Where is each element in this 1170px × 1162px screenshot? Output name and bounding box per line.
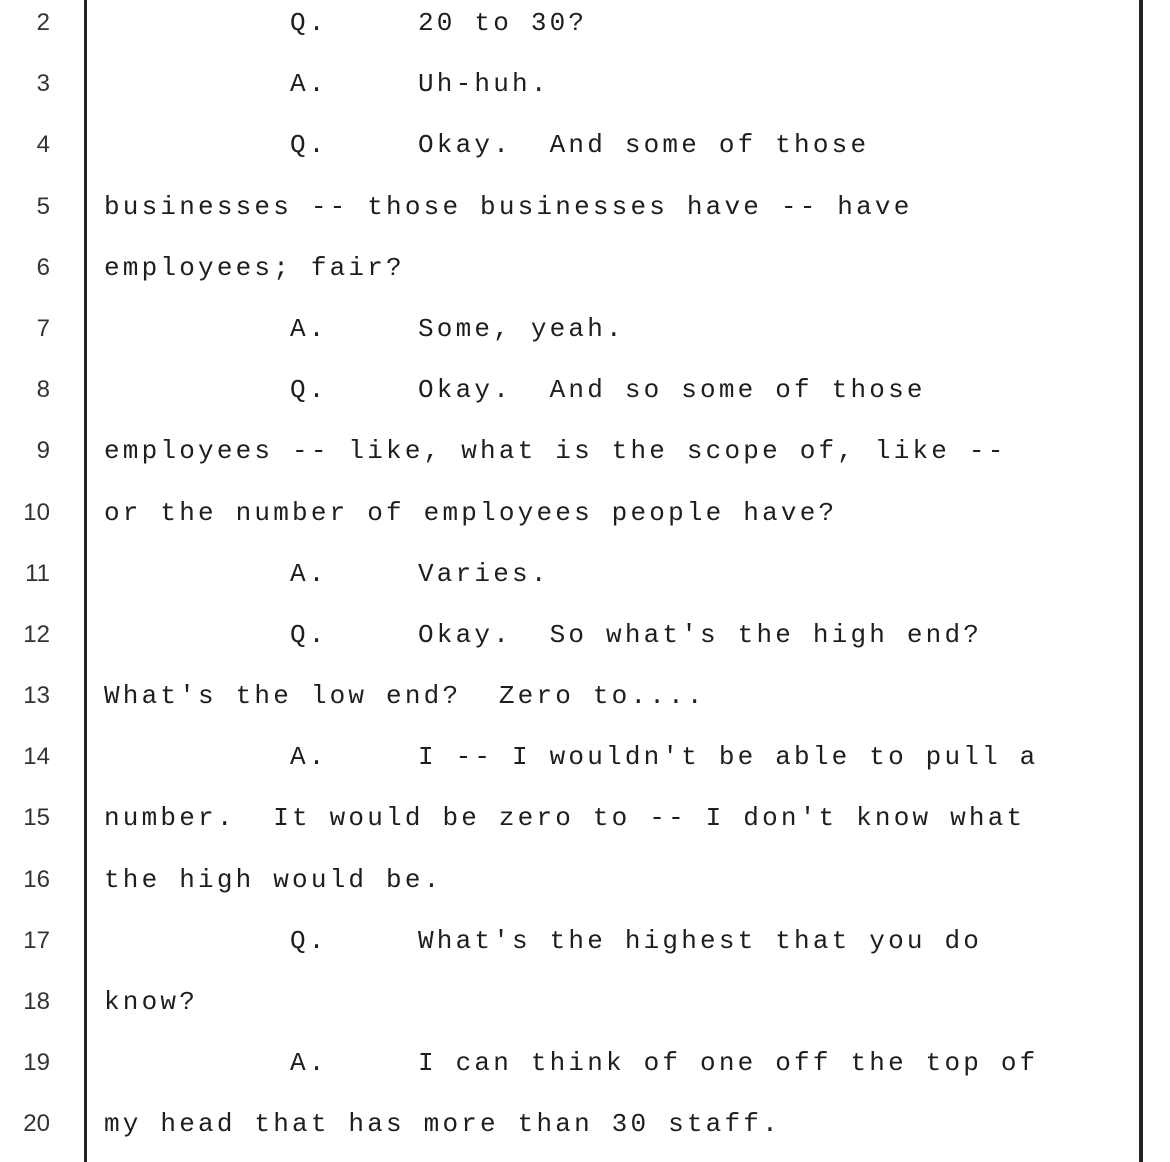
transcript-line — [0, 361, 1170, 422]
line-text — [290, 69, 550, 99]
line-number: 11 — [25, 559, 50, 587]
speaker-label: Q. — [290, 375, 328, 406]
line-text — [104, 1109, 781, 1139]
testimony-text: Okay. And some of those — [418, 130, 870, 161]
line-text — [290, 620, 982, 650]
line-number: 4 — [36, 131, 50, 159]
line-number: 15 — [23, 804, 50, 832]
testimony-text: Okay. So what's the high end? — [418, 619, 983, 650]
transcript-line — [0, 667, 1170, 728]
line-text — [290, 8, 587, 38]
testimony-text: my head that has more than 30 staff. — [104, 1109, 781, 1140]
line-text — [290, 559, 550, 589]
speaker-label: Q. — [290, 619, 328, 650]
line-number: 5 — [36, 192, 50, 220]
testimony-text: the high would be. — [104, 864, 443, 895]
line-text — [290, 130, 869, 160]
transcript-line — [0, 545, 1170, 606]
testimony-text: Varies. — [418, 558, 550, 589]
line-number: 20 — [23, 1110, 50, 1138]
line-text — [104, 681, 706, 711]
speaker-label: A. — [290, 69, 328, 100]
testimony-text: employees; fair? — [104, 252, 405, 283]
transcript-line — [0, 851, 1170, 912]
speaker-label: A. — [290, 742, 328, 773]
speaker-label: Q. — [290, 130, 328, 161]
transcript-line — [0, 1095, 1170, 1156]
transcript-line — [0, 1034, 1170, 1095]
line-number: 7 — [36, 314, 50, 342]
transcript-line — [0, 912, 1170, 973]
transcript-line — [0, 178, 1170, 239]
line-text — [104, 253, 405, 283]
line-text — [104, 498, 837, 528]
transcript-line — [0, 422, 1170, 483]
line-number: 3 — [36, 70, 50, 98]
line-number: 18 — [23, 988, 50, 1015]
line-text — [104, 192, 913, 222]
line-number: 9 — [36, 437, 50, 465]
line-number: 13 — [23, 682, 50, 710]
speaker-label: A. — [290, 558, 328, 589]
line-number: 12 — [23, 620, 50, 648]
testimony-text: employees -- like, what is the scope of, like -- — [104, 436, 1007, 467]
speaker-label: A. — [290, 1048, 328, 1079]
line-text — [290, 375, 926, 405]
line-text — [104, 987, 198, 1017]
testimony-text: What's the low end? Zero to.... — [104, 681, 706, 712]
line-number: 2 — [36, 9, 50, 36]
line-text — [290, 314, 625, 344]
line-number: 10 — [23, 498, 50, 526]
line-number: 17 — [23, 926, 50, 954]
testimony-text: I -- I wouldn't be able to pull a — [418, 742, 1039, 773]
line-text — [290, 926, 982, 956]
testimony-text: Uh-huh. — [418, 69, 550, 100]
transcript-line — [0, 239, 1170, 300]
testimony-text: number. It would be zero to -- I don't know what — [104, 803, 1026, 834]
transcript-line — [0, 55, 1170, 116]
transcript-line — [0, 973, 1170, 1034]
line-text — [104, 865, 442, 895]
line-text — [104, 436, 1007, 466]
transcript-line — [0, 606, 1170, 667]
speaker-label: Q. — [290, 8, 328, 38]
line-number: 19 — [23, 1049, 50, 1077]
speaker-label: A. — [290, 313, 328, 344]
line-text — [290, 1048, 1038, 1078]
testimony-text: I can think of one off the top of — [418, 1048, 1039, 1079]
testimony-text: What's the highest that you do — [418, 925, 983, 956]
line-number: 14 — [23, 743, 50, 771]
testimony-text: or the number of employees people have? — [104, 497, 838, 528]
transcript-line — [0, 0, 1170, 55]
testimony-text: know? — [104, 987, 199, 1017]
testimony-text: Okay. And so some of those — [418, 375, 926, 406]
transcript-line — [0, 789, 1170, 850]
transcript-line — [0, 300, 1170, 361]
transcript-line — [0, 116, 1170, 177]
line-text — [290, 742, 1038, 772]
testimony-text: businesses -- those businesses have -- have — [104, 191, 913, 222]
transcript-line — [0, 484, 1170, 545]
speaker-label: Q. — [290, 925, 328, 956]
testimony-text: 20 to 30? — [418, 8, 588, 38]
line-text — [104, 803, 1025, 833]
line-number: 8 — [36, 376, 50, 404]
line-number: 6 — [36, 253, 50, 281]
transcript-line — [0, 728, 1170, 789]
line-number: 16 — [23, 865, 50, 893]
testimony-text: Some, yeah. — [418, 313, 625, 344]
